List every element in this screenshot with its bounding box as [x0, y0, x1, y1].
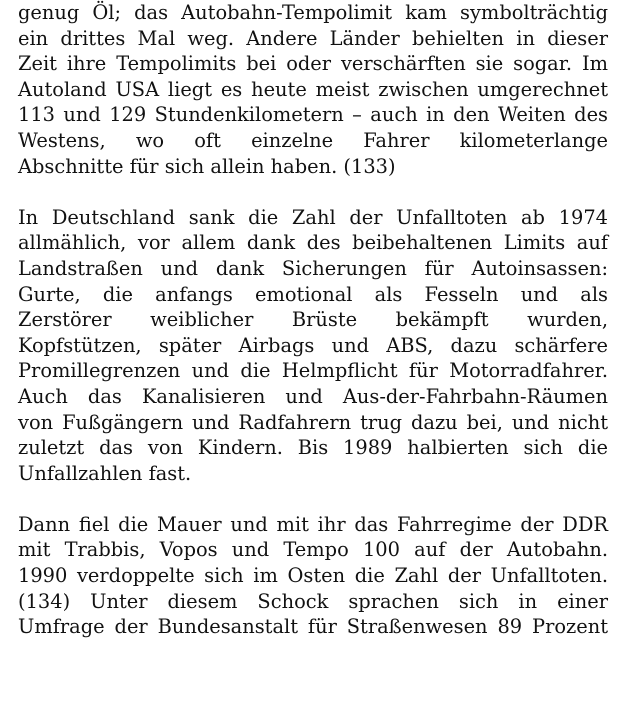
text-line: ein drittes Mal weg. Andere Länder behielten in dieser	[18, 26, 608, 50]
text-line: Zeit ihre Tempolimits bei oder verschärften sie sogar. Im	[18, 52, 608, 76]
text-line: von Fußgängern und Radfahrern trug dazu bei, und nicht	[18, 410, 608, 434]
paragraph-2	[18, 205, 608, 487]
text-line: allmählich, vor allem dank des beibehaltenen Limits auf	[18, 231, 608, 255]
text-line: Autoland USA liegt es heute meist zwischen umgerechnet	[18, 77, 608, 101]
text-line: Promillegrenzen und die Helmpflicht für Motorradfahrer.	[18, 359, 608, 383]
paragraph-spacer	[18, 179, 608, 205]
text-line: Kopfstützen, später Airbags und ABS, dazu schärfere	[18, 333, 608, 357]
text-line: genug Öl; das Autobahn-Tempolimit kam symbolträchtig	[18, 1, 608, 24]
text-line: Gurte, die anfangs emotional als Fesseln und als	[18, 282, 608, 306]
paragraph-1	[18, 0, 608, 179]
text-line: In Deutschland sank die Zahl der Unfalltoten ab 1974	[18, 205, 608, 229]
text-line: mit Trabbis, Vopos und Tempo 100 auf der Autobahn.	[18, 538, 608, 562]
text-line: Westens, wo oft einzelne Fahrer kilometerlange	[18, 128, 608, 152]
text-line: Auch das Kanalisieren und Aus-der-Fahrbahn-Räumen	[18, 384, 608, 408]
text-line: (134) Unter diesem Schock sprachen sich in einer	[18, 589, 608, 613]
text-line: Landstraßen und dank Sicherungen für Autoinsassen:	[18, 256, 608, 280]
text-line: Zerstörer weiblicher Brüste bekämpft wurden,	[18, 308, 608, 332]
text-line: zuletzt das von Kindern. Bis 1989 halbierten sich die	[18, 436, 608, 460]
text-line: Abschnitte für sich allein haben. (133)	[18, 154, 396, 178]
document-page	[18, 0, 608, 640]
text-line: 113 und 129 Stundenkilometern – auch in den Weiten des	[18, 103, 608, 127]
text-line: Dann fiel die Mauer und mit ihr das Fahrregime der DDR	[18, 512, 608, 536]
paragraph-spacer	[18, 486, 608, 512]
text-line: Unfallzahlen fast.	[18, 461, 192, 485]
paragraph-3	[18, 512, 608, 640]
text-line: Umfrage der Bundesanstalt für Straßenwesen 89 Prozent	[18, 615, 608, 639]
text-line: 1990 verdoppelte sich im Osten die Zahl der Unfalltoten.	[18, 564, 608, 588]
